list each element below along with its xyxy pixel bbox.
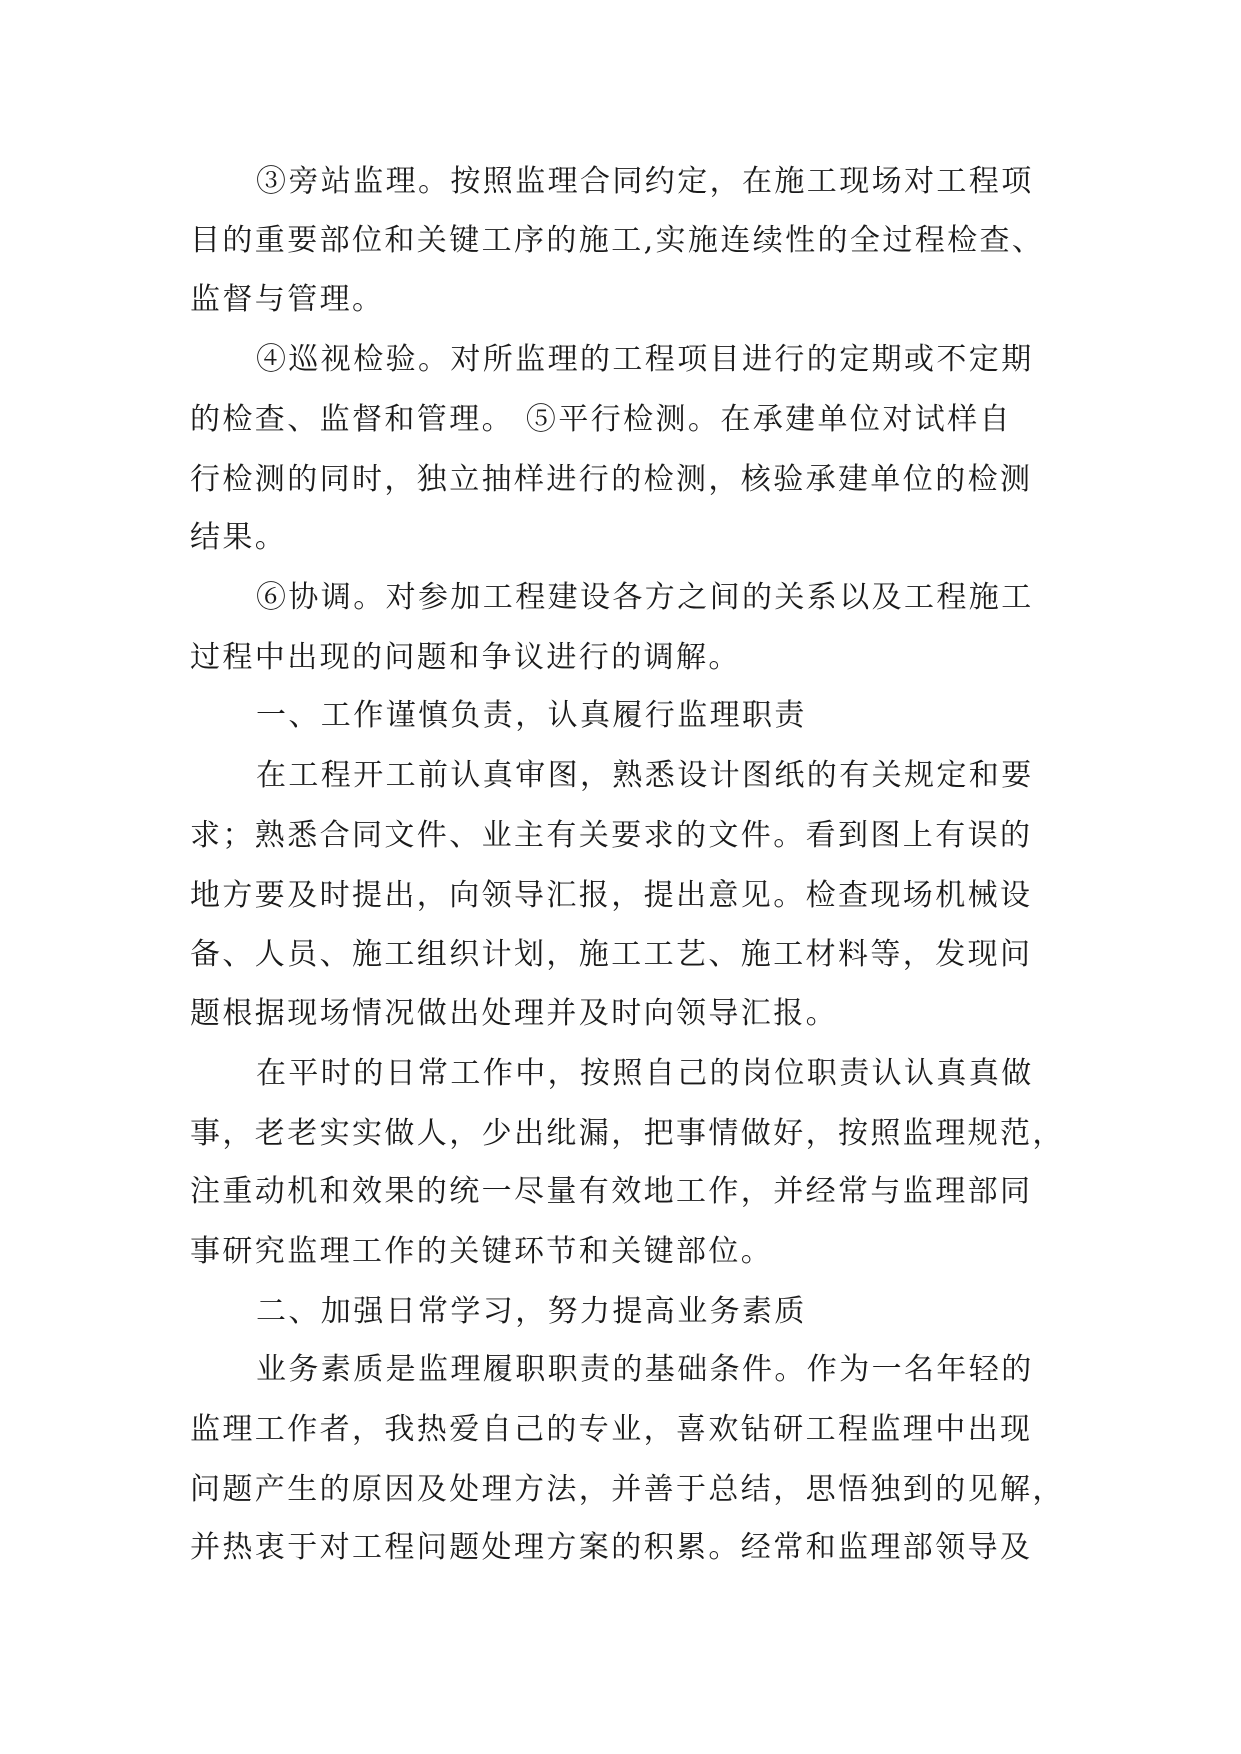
text-line: 事，老老实实做人，少出纰漏，把事情做好，按照监理规范，	[190, 1116, 1065, 1151]
text-line: 行检测的同时，独立抽样进行的检测，核验承建单位的检测	[190, 462, 1033, 497]
text-line: 问题产生的原因及处理方法，并善于总结，思悟独到的见解，	[190, 1472, 1065, 1507]
text-line: 注重动机和效果的统一尽量有效地工作，并经常与监理部同	[190, 1174, 1033, 1209]
text-line: 目的重要部位和关键工序的施工,实施连续性的全过程检查、	[190, 223, 1045, 258]
text-line: 结果。	[190, 520, 288, 555]
text-line: ④巡视检验。对所监理的工程项目进行的定期或不定期	[256, 342, 1034, 377]
text-line: 事研究监理工作的关键环节和关键部位。	[190, 1234, 774, 1269]
text-line: 备、人员、施工组织计划，施工工艺、施工材料等，发现问	[190, 937, 1033, 972]
text-line: 在平时的日常工作中，按照自己的岗位职责认认真真做	[256, 1056, 1034, 1091]
text-line: ③旁站监理。按照监理合同约定，在施工现场对工程项	[256, 164, 1034, 199]
text-line: 过程中出现的问题和争议进行的调解。	[190, 640, 741, 675]
text-line: 在工程开工前认真审图，熟悉设计图纸的有关规定和要	[256, 758, 1034, 793]
text-line: 监理工作者，我热爱自己的专业，喜欢钻研工程监理中出现	[190, 1412, 1033, 1447]
text-line: 题根据现场情况做出处理并及时向领导汇报。	[190, 996, 838, 1031]
text-line: 并热衷于对工程问题处理方案的积累。经常和监理部领导及	[190, 1530, 1033, 1565]
text-line: 监督与管理。	[190, 282, 385, 317]
text-line: ⑥协调。对参加工程建设各方之间的关系以及工程施工	[256, 580, 1034, 615]
text-line: 的检查、监督和管理。 ⑤平行检测。在承建单位对试样自	[190, 402, 1012, 437]
text-line: 业务素质是监理履职职责的基础条件。作为一名年轻的	[256, 1352, 1034, 1387]
text-line: 求；熟悉合同文件、业主有关要求的文件。看到图上有误的	[190, 818, 1033, 853]
text-line: 地方要及时提出，向领导汇报，提出意见。检查现场机械设	[190, 878, 1033, 913]
section-heading: 一、工作谨慎负责，认真履行监理职责	[256, 698, 807, 733]
section-heading: 二、加强日常学习，努力提高业务素质	[256, 1294, 807, 1329]
